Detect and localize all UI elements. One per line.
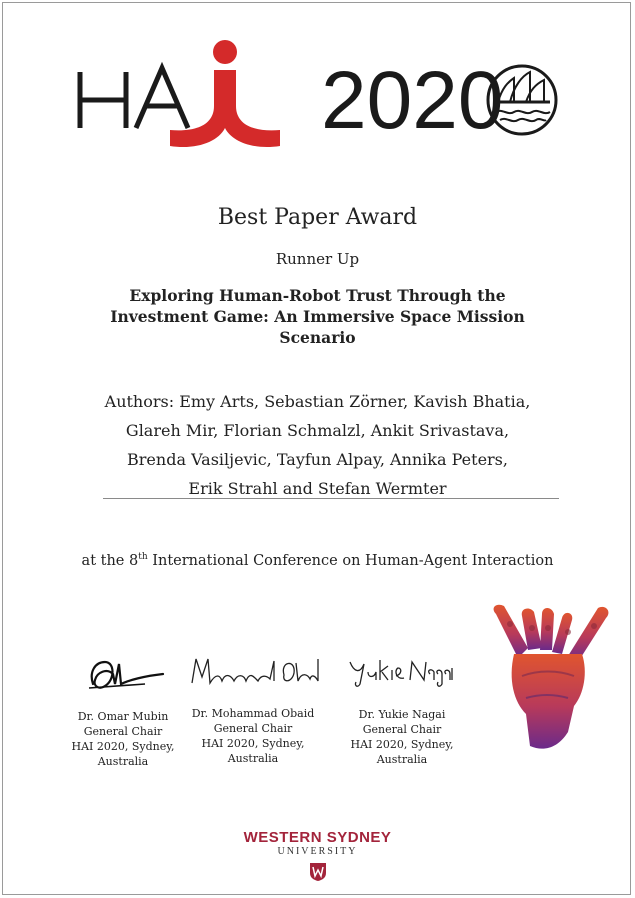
signatory-block (183, 706, 323, 766)
authors-list (80, 387, 555, 503)
signatory-name: Dr. Mohammad Obaid (191, 707, 315, 720)
signatory-block (58, 709, 188, 769)
authors-line: Erik Strahl and Stefan Wermter (188, 479, 447, 498)
signatory-place: Australia (227, 752, 279, 765)
signatory-role: General Chair (213, 722, 293, 735)
signatory-block (337, 707, 467, 767)
wsu-crest-icon (309, 862, 327, 882)
authors-line: Authors: Emy Arts, Sebastian Zörner, Kavish Bhatia, (104, 392, 531, 411)
conference-ordinal: th (138, 552, 148, 563)
signatory-role: General Chair (83, 725, 163, 738)
signatory-role: General Chair (362, 723, 442, 736)
hai-2020-logo (74, 28, 564, 158)
conference-suffix: International Conference on Human-Agent Interaction (147, 553, 554, 569)
wsu-subtitle: UNIVERSITY (277, 846, 358, 857)
logo-year-text: 2020 (321, 55, 504, 146)
signatory-place: Australia (97, 755, 149, 768)
signatory-event: HAI 2020, Sydney, (201, 737, 305, 750)
paper-title-line: Exploring Human-Robot Trust Through the (129, 286, 506, 305)
signature-yukie-nagai (346, 654, 456, 690)
signatory-event: HAI 2020, Sydney, (71, 740, 175, 753)
authors-line: Brenda Vasiljevic, Tayfun Alpay, Annika Peters, (127, 450, 508, 469)
wsu-logo (0, 829, 635, 887)
award-title: Best Paper Award (217, 205, 418, 230)
paper-title-line: Scenario (279, 328, 356, 347)
paper-title (100, 285, 535, 348)
wsu-name: WESTERN SYDNEY (243, 829, 392, 846)
conference-prefix: at the 8 (81, 553, 139, 569)
signature-mohammad-obaid (188, 653, 323, 691)
divider (103, 498, 559, 499)
signature-omar-mubin (85, 654, 167, 694)
award-subtitle: Runner Up (275, 250, 360, 268)
signatory-event: HAI 2020, Sydney, (350, 738, 454, 751)
authors-line: Glareh Mir, Florian Schmalzl, Ankit Srivastava, (125, 421, 510, 440)
signatory-place: Australia (376, 753, 428, 766)
conference-line (0, 553, 635, 569)
robot-hand-image (488, 602, 618, 757)
signatory-name: Dr. Yukie Nagai (358, 708, 446, 721)
signatory-name: Dr. Omar Mubin (77, 710, 169, 723)
paper-title-line: Investment Game: An Immersive Space Mission (110, 307, 525, 326)
